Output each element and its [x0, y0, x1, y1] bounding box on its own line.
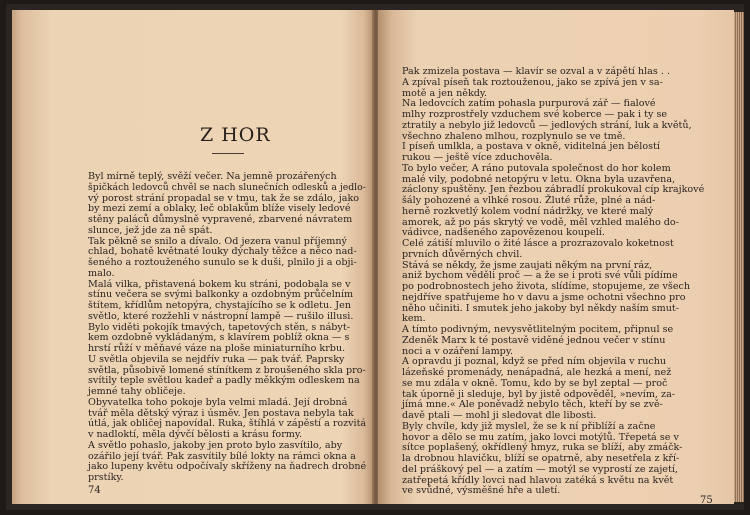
text-line: šeného a roztouženého sunulo se k duši, plnilo ji a obji- [88, 257, 357, 268]
left-page-text [88, 172, 366, 484]
text-line: mlhy rozprostřely vzduchem své koberce — pak i ty se [402, 109, 668, 120]
title-rule [212, 153, 244, 154]
text-line: davě ptali — mohl ji sledovat dle libosti. [402, 410, 597, 421]
text-line: Na ledovcích zatím pohasla purpurová zář — fialové [402, 98, 656, 110]
text-line: štítem, křídlům netopýra, chystajícího se k odletu. Jen [88, 300, 352, 311]
text-line: Celé zátiší mluvilo o žité lásce a prozrazovalo koketnost [402, 238, 674, 249]
text-line: stěny paláců důmyslně vypravené, zbarvené návratem [88, 214, 353, 225]
text-line: Bylo viděti pokojík tmavých, tapetových stěn, s nábyt- [88, 321, 350, 333]
text-line: A opravdu ji poznal, když se před ním objevila v ruchu [402, 356, 667, 368]
text-line: malo. [88, 267, 115, 279]
text-line: amorek, až po pás skrytý ve vodě, měl vzhled malého do- [402, 216, 679, 228]
right-page [378, 10, 734, 504]
text-line: Stává se někdy, že jsme zaujati někým na první ráz, [402, 259, 653, 271]
text-line: všechno zhaleno mlhou, rozplynulo se ve tmě. [402, 130, 626, 142]
text-line: světla, působivě lomené stínítkem z broušeného skla pro- [88, 364, 366, 376]
text-line: del práškový pel — a zatím — motýl se vyprostí ze zajetí, [402, 463, 678, 475]
text-line: zatřepetá křídly lovci nad hlavou zatéká s květu na květ [402, 474, 674, 486]
text-line: jemné tahy obličeje. [88, 386, 186, 397]
text-line: Tak pěkně se snilo a dívalo. Od jezera vanul příjemný [88, 235, 347, 247]
text-line: svítily teple světlou kadeř a padly měkkým odleskem na [88, 375, 360, 387]
page-edges [734, 12, 744, 502]
text-line: po podrobnostech jeho života, slídíme, stopujeme, ze všech [402, 281, 691, 292]
text-line: tvář měla dětský výraz i úsměv. Jen postava nebyla tak [88, 407, 354, 419]
text-line: A zpíval píseň tak roztouženou, jako se zpívá jen v sa- [402, 76, 663, 88]
right-page-text [402, 67, 722, 497]
text-line: herně rozkvetlý kolem vodní nádržky, ve které malý [402, 205, 654, 217]
text-line: la drobnou hlavičku, blíží se opatrně, aby nesetřela z kří- [402, 453, 680, 464]
open-book [6, 4, 744, 510]
left-page [12, 10, 374, 504]
text-line: stínu večera se svými balkonky a ozdobným průčelním [88, 289, 354, 301]
text-line: světlo, které rozžehli v nástropní lampě — rušilo illusi. [88, 310, 354, 322]
text-line: slunce, jež jde za ně spát. [88, 224, 213, 236]
text-line: chlad, bohatě květnaté louky dýchaly těžce a něco nad- [88, 246, 357, 258]
text-line: Byly chvíle, kdy již myslel, že se k ní přiblíží a začne [402, 420, 656, 432]
text-line: hrstí růží v měňavé váze na ploše miniaturního krbu. [88, 343, 346, 354]
text-line: jako lupeny květu odpočívaly skříženy na ňadrech drobné [88, 461, 367, 473]
text-line: Zdeněk Marx k té postavě viděné jednou večer v stínu [402, 334, 666, 346]
text-line: motě a jen někdy. [402, 87, 488, 99]
page-number-right: 75 [700, 495, 713, 504]
text-line: sítce poplašený, okřídlený hmyz, ruka se blíží, aby zmáčk- [402, 442, 683, 454]
text-line: ve svůdné, výsměšné hře a uletí. [402, 485, 561, 497]
text-line: To bylo večer, A ráno putovala společnost do hor kolem [402, 162, 671, 174]
text-line: Obyvatelka toho pokoje byla velmi mladá. Její drobná [88, 396, 348, 408]
text-line: hovor a dělo se mu zatím, jako lovci motýlů. Třepetá se v [402, 431, 679, 443]
chapter-title: Z HOR [200, 124, 271, 146]
text-line: kem. [402, 313, 426, 325]
text-line: v nadloktí, měla dývčí bělosti a krásu formy. [88, 429, 303, 440]
text-line: Malá vilka, přistavená bokem ku stráni, podobala se v [88, 278, 351, 290]
text-line: něho učiniti. I smutek jeho jakoby byl někdy naším smut- [402, 302, 680, 314]
text-line: lázeňské promenády, nenápadná, ale hezká a mení, než [402, 367, 672, 378]
text-line: špičkách ledovců chvěl se nach slunečních odlesků a jedlo- [88, 181, 366, 193]
text-line: malé vily, podobné netopýru v letu. Okna byla uzavřena, [402, 173, 676, 185]
text-line: se mu zdála v okně. Tomu, kdo by se byl zeptal — proč [402, 377, 668, 389]
text-line: nejdříve spatřujeme ho v davu a jsme ochotni všechno pro [402, 291, 686, 303]
text-line: ztratily a nebylo již ledovců — jedlových strání, luk a květů, [402, 119, 692, 131]
text-line: prstíky. [88, 472, 124, 483]
text-line: A tímto podivným, nevysvětlitelným pocitem, připnul se [402, 324, 674, 335]
text-line: ozářilo její tvář. Pak zasvítily bílé lokty na rámci okna a [88, 450, 356, 462]
text-line: Pak zmizela postava — klavír se ozval a v zápětí hlas . . [402, 66, 671, 77]
text-line: záclony spuštěny. Jen řezbou zábradlí prokukoval cíp krajkové [402, 184, 705, 196]
text-line: vádivce, nadšeného zapovězenou koupelí. [402, 227, 605, 239]
text-line: by mezi zemí a oblaky, leč oblakům blíže visely ledové [88, 203, 351, 215]
text-line: šály pohozené a vlhké rosou. Žluté růže, plné a nád- [402, 195, 656, 206]
text-line: I píseň umlkla, a postava v okně, viditelná jen bělostí [402, 141, 660, 153]
page-number-left: 74 [88, 485, 101, 496]
text-line: kem ozdobně vykládaným, s klavírem poblíž okna — s [88, 332, 350, 344]
text-line: jímá mne.« Ale poněvadž nebylo těch, kteří by se zvě- [402, 399, 663, 411]
text-line: A světlo pohaslo, jakoby jen proto bylo zasvítilo, aby [88, 439, 343, 451]
text-line: U světla objevila se nejdřív ruka — pak tvář. Paprsky [88, 353, 345, 365]
text-line: aniž bychom věděli proč — a že se i proti své vůli pídíme [402, 270, 678, 282]
text-line: noci a v ozáření lampy. [402, 345, 514, 357]
text-line: vý porost strání propadal se v tmu, tak že se zdálo, jako [88, 192, 360, 204]
text-line: prvních důvěrných chvil. [402, 248, 523, 260]
text-line: tak úporně ji sleduje, byl by jistě odpověděl, »nevím, za- [402, 388, 676, 400]
text-line: útlá, jak obličej napovídal. Ruka, štíhlá v zápěstí a rozvitá [88, 418, 367, 430]
text-line: Byl mírně teplý, svěží večer. Na jemně prozářených [88, 171, 337, 182]
text-line: rukou — ještě více zduchověla. [402, 152, 553, 163]
